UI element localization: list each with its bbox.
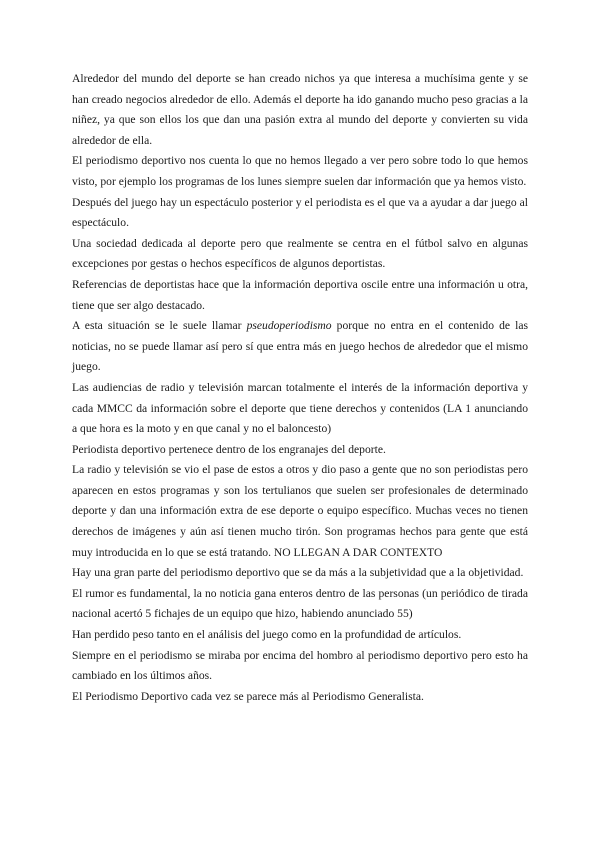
pseudoperiodismo-term: pseudoperiodismo bbox=[246, 319, 332, 333]
paragraph-4: Una sociedad dedicada al deporte pero que realmente se centra en el fútbol salvo en algunas excepciones por gestas o hechos específicos de algunos deportistas. bbox=[72, 236, 528, 271]
paragraph-13: Siempre en el periodismo se miraba por encima del hombro al periodismo deportivo pero esto ha cambiado en los últimos años. bbox=[72, 648, 528, 683]
document-body bbox=[72, 69, 528, 707]
paragraph-1: Alrededor del mundo del deporte se han creado nichos ya que interesa a muchísima gente y se han creado negocios alrededor de ello. Además el deporte ha ido ganando mucho peso gracias a la niñez, ya que son ellos los que dan una pasión extra al mundo del deporte y convierten su vida alrededor de ella. bbox=[72, 72, 528, 147]
paragraph-6 bbox=[72, 316, 528, 378]
paragraph-11: El rumor es fundamental, la no noticia gana enteros dentro de las personas (un periódico de tirada nacional acertó 5 fichajes de un equipo que hizo, habiendo anunciado 55) bbox=[72, 586, 528, 621]
paragraph-6-after: porque no entra en el contenido de las noticias, no se puede llamar así pero sí que entra más en juego hechos de alrededor que el mismo juego. bbox=[72, 319, 528, 374]
paragraph-12: Han perdido peso tanto en el análisis del juego como en la profundidad de artículos. bbox=[72, 628, 462, 642]
paragraph-9: La radio y televisión se vio el pase de estos a otros y dio paso a gente que no son periodistas pero aparecen en estos programas y son los tertulianos que suelen ser profesionales de determinado deporte y dan una información extra de ese deporte o equipo específico. Muchas veces no tienen derechos de imágenes y aún así tienen mucho tirón. Son programas hechos para gente que está muy introducida en lo que se está tratando. NO LLEGAN A DAR CONTEXTO bbox=[72, 463, 528, 559]
paragraph-2: El periodismo deportivo nos cuenta lo que no hemos llegado a ver pero sobre todo lo que hemos visto, por ejemplo los programas de los lunes siempre suelen dar información que ya hemos visto. bbox=[72, 154, 528, 188]
paragraph-8: Periodista deportivo pertenece dentro de los engranajes del deporte. bbox=[72, 442, 386, 456]
paragraph-6-before: A esta situación se le suele llamar bbox=[72, 319, 247, 333]
paragraph-7: Las audiencias de radio y televisión marcan totalmente el interés de la información deportiva y cada MMCC da información sobre el deporte que tiene derechos y contenidos (LA 1 anunciando a que hora es la moto y en que canal y no el baloncesto) bbox=[72, 380, 528, 436]
paragraph-10: Hay una gran parte del periodismo deportivo que se da más a la subjetividad que a la objetividad. bbox=[72, 566, 524, 580]
paragraph-14: El Periodismo Deportivo cada vez se parece más al Periodismo Generalista. bbox=[72, 689, 424, 703]
paragraph-5: Referencias de deportistas hace que la información deportiva oscile entre una información u otra, tiene que ser algo destacado. bbox=[72, 277, 528, 312]
paragraph-3: Después del juego hay un espectáculo posterior y el periodista es el que va a ayudar a dar juego al espectáculo. bbox=[72, 195, 528, 230]
